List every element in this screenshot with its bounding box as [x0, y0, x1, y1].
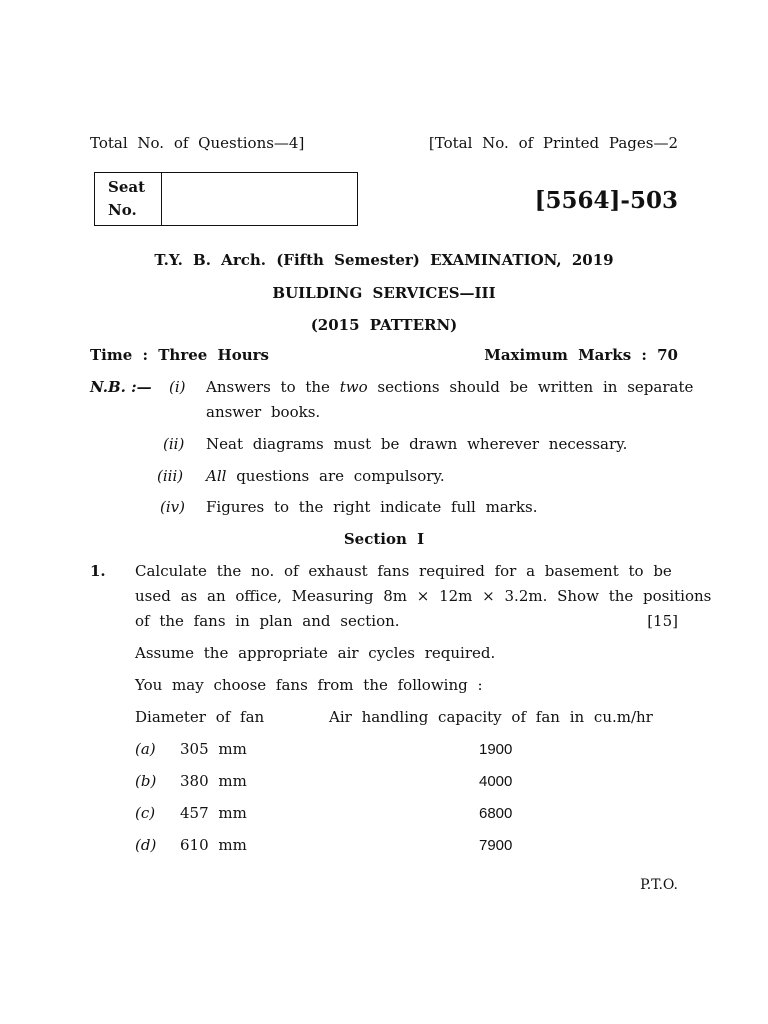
time-allowed: Time : Three Hours — [90, 346, 269, 364]
nb-label — [90, 378, 152, 396]
fan-row-diameter: 610 mm — [180, 836, 247, 854]
fan-row-diameter: 305 mm — [180, 740, 247, 758]
note-2-text: Neat diagrams must be drawn wherever necessary. — [206, 435, 628, 453]
fan-row-label — [135, 804, 155, 822]
total-questions: Total No. of Questions—4] — [90, 134, 305, 152]
section-title: Section I — [343, 530, 425, 548]
note-3-post: questions are compulsory. — [226, 467, 445, 485]
question-1-assume: Assume the appropriate air cycles required. — [135, 644, 496, 662]
question-1-number: 1. — [90, 562, 106, 580]
note-1-continuation: answer books. — [206, 403, 321, 421]
note-4-num-text: (iv) — [160, 498, 185, 516]
note-2-num-text: (ii) — [163, 435, 185, 453]
note-4-text: Figures to the right indicate full marks. — [206, 498, 538, 516]
question-1-line1: Calculate the no. of exhaust fans required for a basement to be — [135, 562, 672, 580]
seat-label-line2: No. — [108, 201, 137, 219]
seat-box-divider — [161, 173, 162, 225]
paper-code: [5564]-503 — [534, 187, 678, 214]
note-4-number — [160, 498, 185, 516]
pattern-title: (2015 PATTERN) — [310, 316, 458, 334]
fan-a-label: (a) — [135, 740, 156, 758]
fan-row-capacity: 6800 — [479, 805, 513, 822]
question-1-choose: You may choose fans from the following : — [135, 676, 483, 694]
fan-c-label: (c) — [135, 804, 156, 822]
fan-d-label: (d) — [135, 836, 157, 854]
note-1-number — [169, 378, 186, 396]
seat-number-label — [108, 176, 145, 222]
note-1-text — [206, 378, 693, 396]
maximum-marks: Maximum Marks : 70 — [484, 346, 678, 364]
note-1-em: two — [339, 378, 368, 396]
subject-title: BUILDING SERVICES—III — [272, 284, 496, 302]
seat-number-box — [94, 172, 358, 226]
fan-b-label: (b) — [135, 772, 157, 790]
please-turn-over: P.T.O. — [640, 877, 678, 893]
total-printed-pages: [Total No. of Printed Pages—2 — [428, 134, 678, 152]
fan-row-label — [135, 740, 156, 758]
fan-row-diameter: 380 mm — [180, 772, 247, 790]
note-3-em: All — [206, 467, 227, 485]
fan-row-capacity: 4000 — [479, 773, 513, 790]
note-3-num-text: (iii) — [157, 467, 184, 485]
table-header-diameter: Diameter of fan — [135, 708, 265, 726]
table-header-capacity: Air handling capacity of fan in cu.m/hr — [329, 708, 653, 726]
fan-row-diameter: 457 mm — [180, 804, 247, 822]
question-1-line2: used as an office, Measuring 8m × 12m × 3.2m. Show the positions — [135, 587, 712, 605]
note-3-text — [206, 467, 445, 485]
seat-label-line1: Seat — [108, 178, 146, 196]
note-3-number — [157, 467, 183, 485]
note-2-number — [163, 435, 184, 453]
fan-row-capacity: 7900 — [479, 837, 513, 854]
note-1-post: sections should be written in separate — [367, 378, 694, 396]
question-1-marks: [15] — [647, 612, 678, 630]
exam-title: T.Y. B. Arch. (Fifth Semester) EXAMINATION, 2019 — [154, 251, 614, 269]
fan-row-label — [135, 836, 156, 854]
fan-row-label — [135, 772, 156, 790]
fan-row-capacity: 1900 — [479, 741, 513, 758]
question-1-line3: of the fans in plan and section. — [135, 612, 400, 630]
nb-label-text: N.B. :— — [90, 378, 152, 396]
note-1-pre: Answers to the — [206, 378, 340, 396]
note-1-num-text: (i) — [169, 378, 186, 396]
